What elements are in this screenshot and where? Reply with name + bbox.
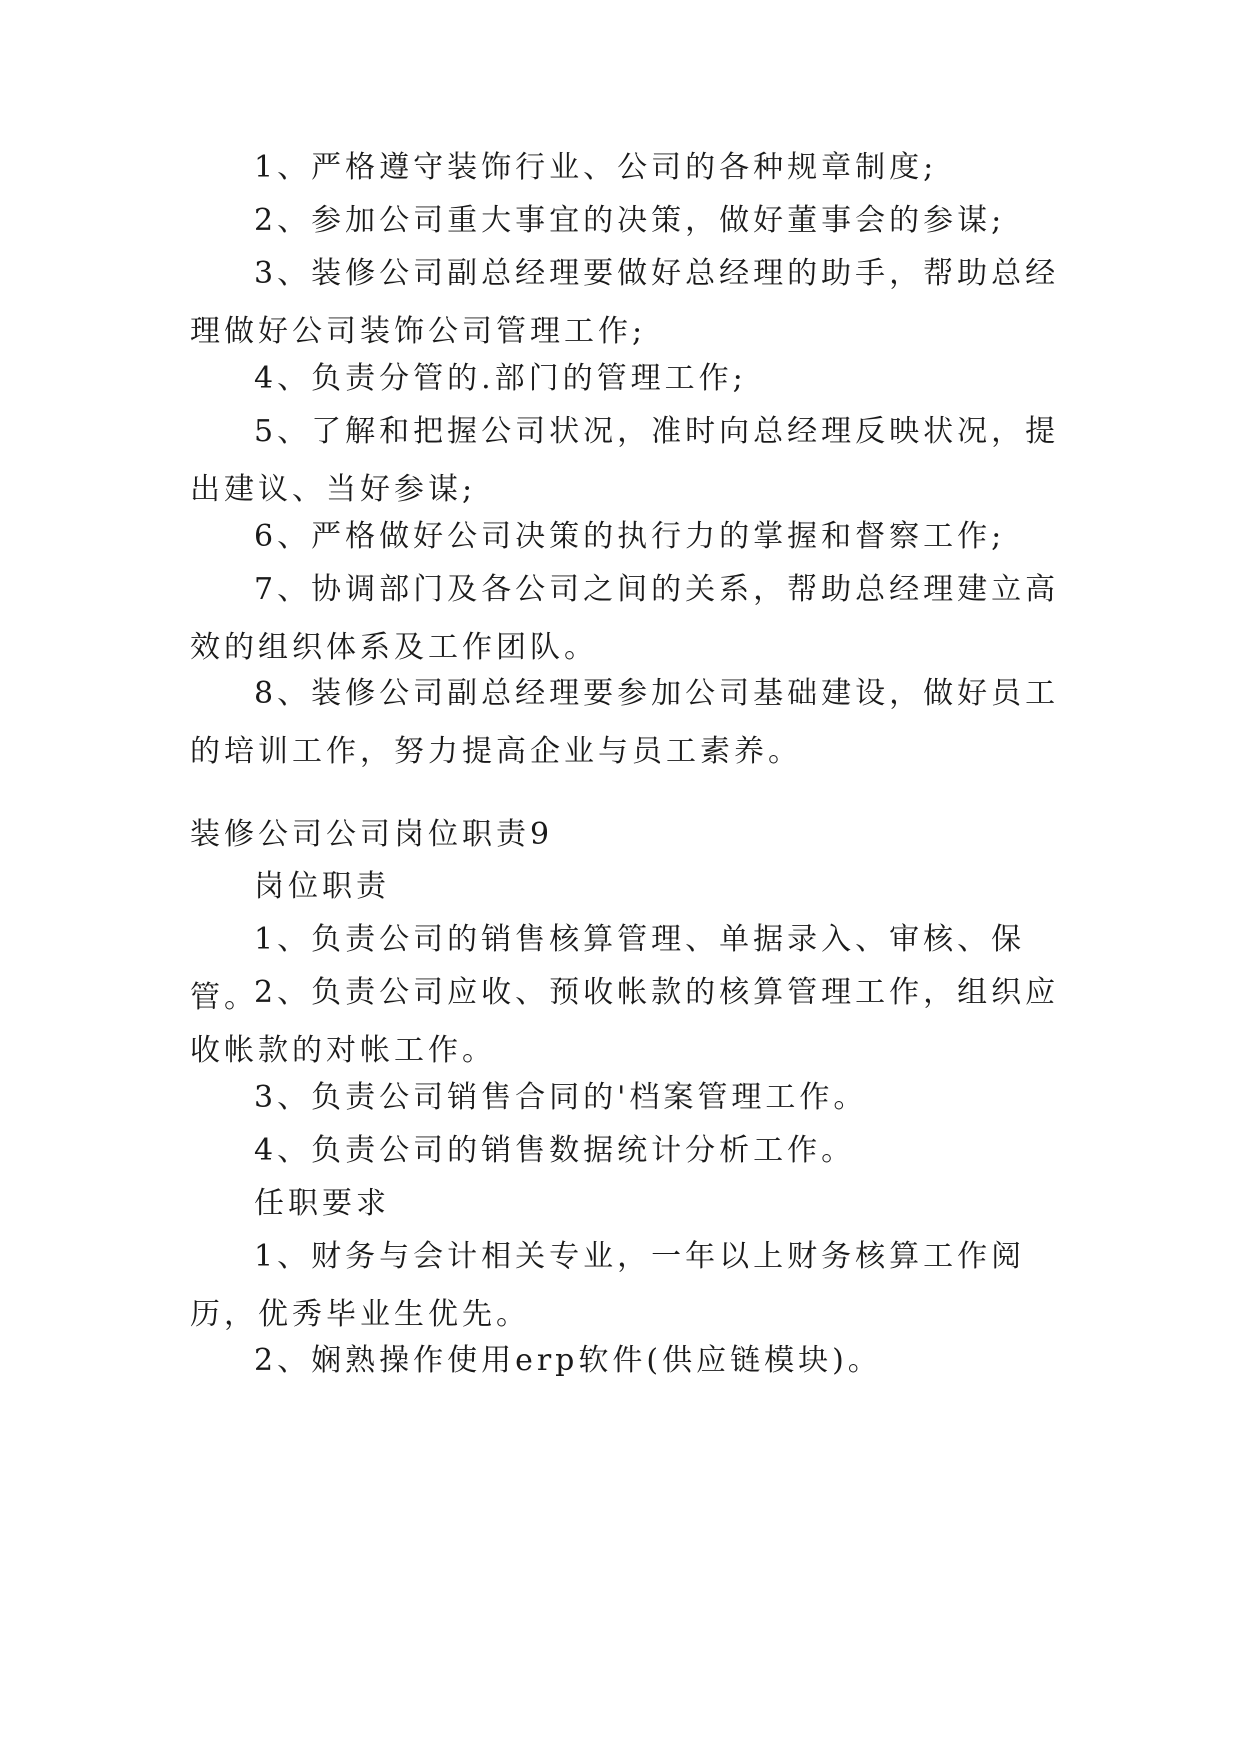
list-item: 7、协调部门及各公司之间的关系，帮助总经理建立高效的组织体系及工作团队。 [190,572,1060,665]
list-item: 3、负责公司销售合同的'档案管理工作。 [254,1080,868,1115]
list-item: 8、装修公司副总经理要参加公司基础建设，做好员工的培训工作，努力提高企业与员工素养。 [190,676,1060,769]
list-item: 4、负责分管的.部门的管理工作; [254,361,747,396]
section-title: 装修公司公司岗位职责9 [190,817,554,852]
list-item: 5、了解和把握公司状况，准时向总经理反映状况，提出建议、当好参谋; [190,414,1060,507]
list-item: 1、负责公司的销售核算管理、单据录入、审核、保管。 [190,922,1026,1015]
requirements-heading: 任职要求 [254,1186,390,1221]
list-item: 2、负责公司应收、预收帐款的核算管理工作，组织应收帐款的对帐工作。 [190,975,1060,1068]
list-item: 2、参加公司重大事宜的决策，做好董事会的参谋; [254,203,1006,238]
duties-heading: 岗位职责 [254,869,390,904]
list-item: 4、负责公司的销售数据统计分析工作。 [254,1133,856,1168]
list-item: 2、娴熟操作使用erp软件(供应链模块)。 [254,1343,882,1378]
list-item: 1、严格遵守装饰行业、公司的各种规章制度; [254,150,938,185]
list-item: 3、装修公司副总经理要做好总经理的助手，帮助总经理做好公司装饰公司管理工作; [190,256,1060,349]
list-item: 1、财务与会计相关专业，一年以上财务核算工作阅历，优秀毕业生优先。 [190,1239,1026,1332]
list-item: 6、严格做好公司决策的执行力的掌握和督察工作; [254,519,1006,554]
